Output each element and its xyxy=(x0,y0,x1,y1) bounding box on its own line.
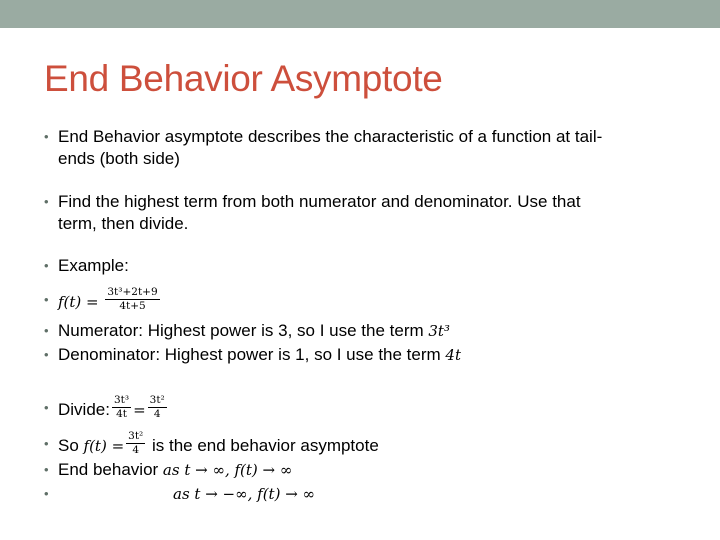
bullet-dot: • xyxy=(44,194,49,209)
equals-sign: = xyxy=(133,400,146,419)
bullet-8-suffix: is the end behavior asymptote xyxy=(147,435,379,455)
fraction-denominator: 4t xyxy=(116,408,127,420)
bullet-1-line1: End Behavior asymptote describes the characteristic of a function at tail- xyxy=(58,127,603,146)
bullet-dot: • xyxy=(44,292,49,307)
bullet-dot: • xyxy=(44,258,49,273)
divide-label: Divide: xyxy=(58,399,110,419)
bullet-dot: • xyxy=(44,462,49,477)
asymptote-fraction xyxy=(126,430,145,457)
bullet-1-line2: ends (both side) xyxy=(58,149,180,168)
bullet-6-text: Denominator: Highest power is 1, so I use the term xyxy=(58,345,446,364)
bullet-dot: • xyxy=(44,347,49,362)
function-lhs: f(t) = xyxy=(83,436,125,455)
fraction-denominator: 4 xyxy=(132,444,140,456)
slide-title: End Behavior Asymptote xyxy=(44,58,443,99)
bullet-dot: • xyxy=(44,436,49,451)
function-lhs: f(t) = xyxy=(58,292,99,311)
divide-fraction-1 xyxy=(112,394,131,421)
function-fraction xyxy=(105,286,159,313)
bullet-dot: • xyxy=(44,400,49,415)
fraction-numerator: 3t³ xyxy=(113,394,130,406)
end-behavior-positive: as t → ∞, f(t) → ∞ xyxy=(162,461,293,479)
bullet-9-text: End behavior xyxy=(58,460,163,479)
numerator-term: 3t³ xyxy=(428,322,450,340)
bullet-dot: • xyxy=(44,486,49,501)
denominator-term: 4t xyxy=(445,346,461,364)
divide-fraction-2 xyxy=(148,394,167,421)
bullet-3-text: Example: xyxy=(58,256,129,275)
end-behavior-negative: as t → −∞, f(t) → ∞ xyxy=(173,485,316,503)
fraction-denominator: 4t+5 xyxy=(119,300,146,312)
bullet-2-line2: term, then divide. xyxy=(58,214,189,233)
bullet-dot: • xyxy=(44,323,49,338)
fraction-numerator: 3t² xyxy=(149,394,165,406)
bullet-8-prefix: So xyxy=(58,435,84,455)
bullet-5-text: Numerator: Highest power is 3, so I use the term xyxy=(58,321,429,340)
fraction-numerator: 3t² xyxy=(128,430,144,442)
fraction-denominator: 4 xyxy=(153,408,161,420)
bullet-dot: • xyxy=(44,129,49,144)
bullet-2-line1: Find the highest term from both numerator and denominator. Use that xyxy=(58,192,581,211)
fraction-numerator: 3t³+2t+9 xyxy=(107,286,158,298)
